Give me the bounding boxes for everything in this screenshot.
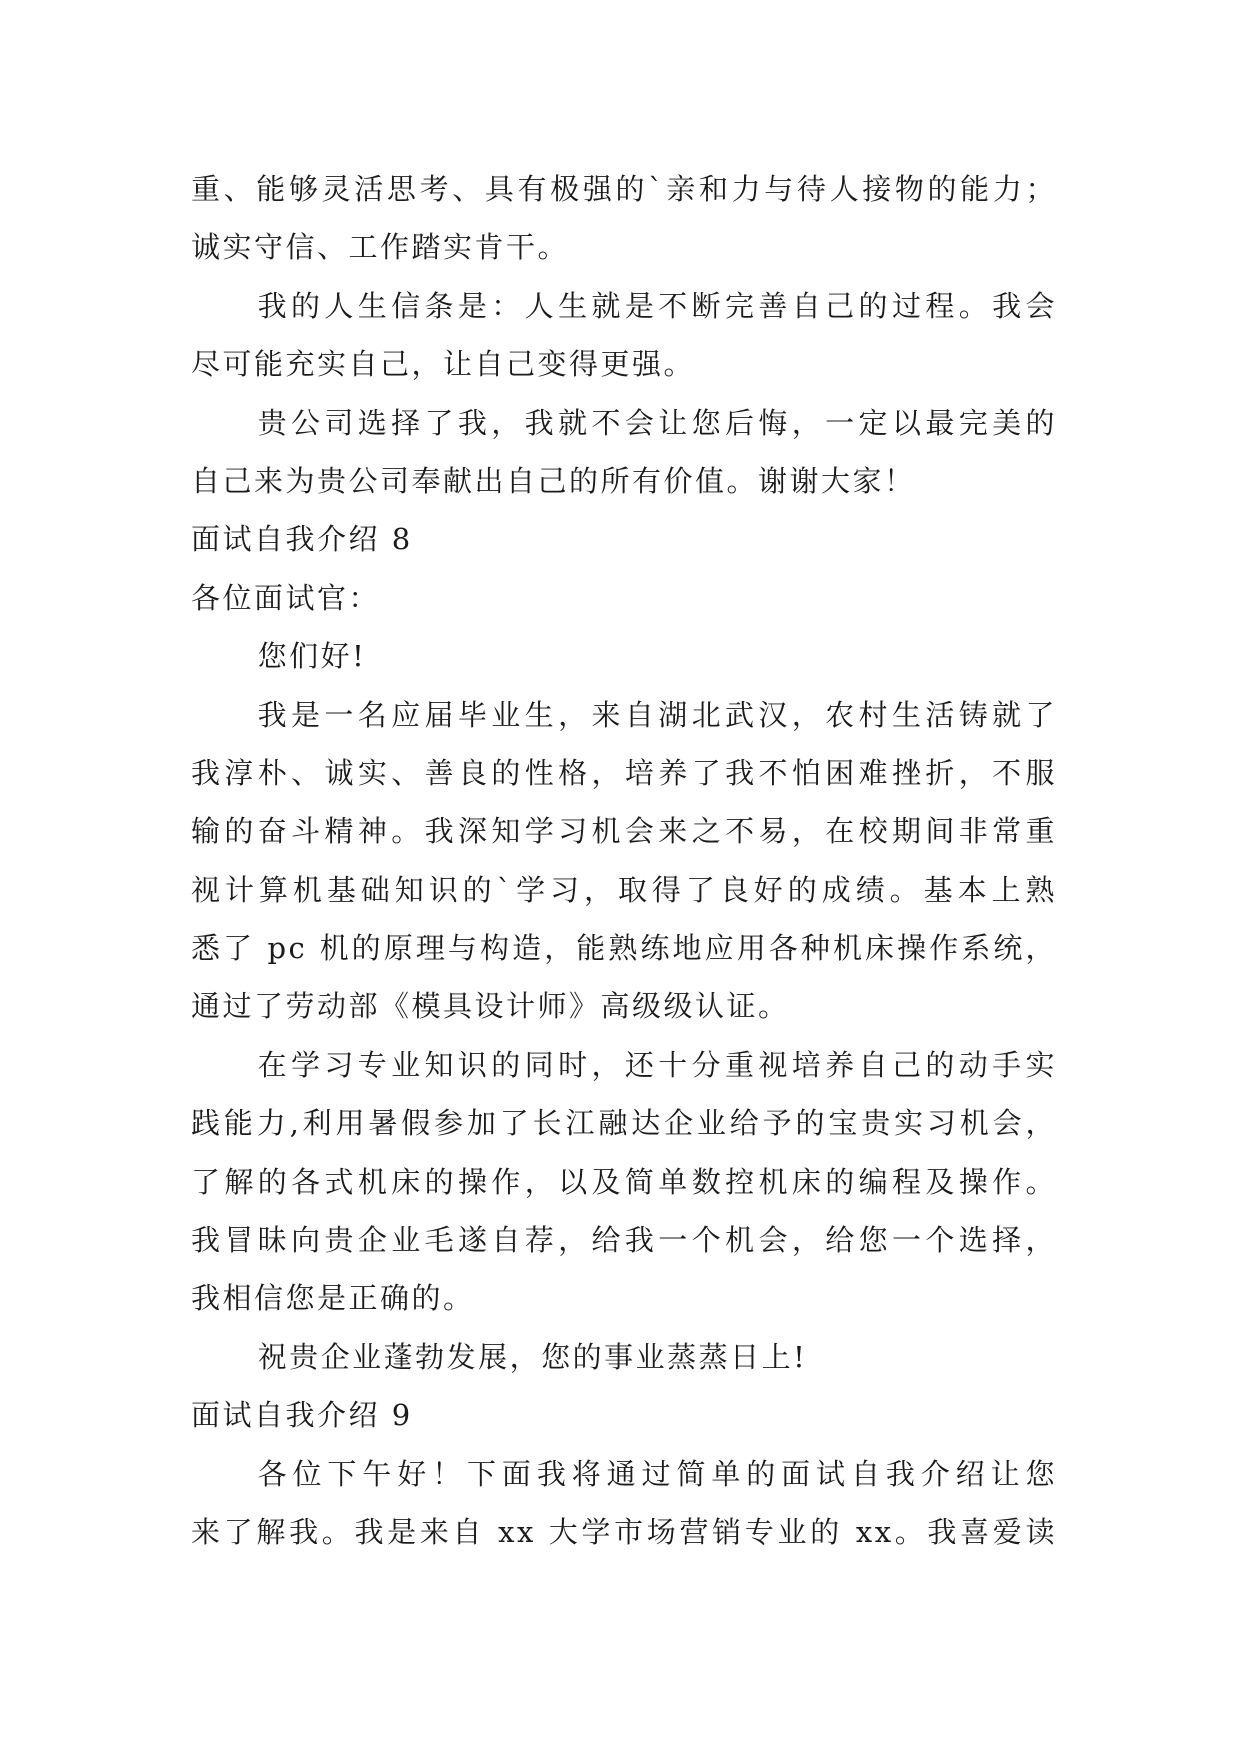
paragraph-line: 贵公司选择了我，我就不会让您后悔，一定以最完美的 [257,405,1057,440]
paragraph-line: 输的奋斗精神。我深知学习机会来之不易，在校期间非常重 [191,814,1057,849]
paragraph-line: 悉了 pc 机的原理与构造，能熟练地应用各种机床操作系统， [191,931,1057,966]
paragraph-line: 践能力,利用暑假参加了长江融达企业给予的宝贵实习机会， [191,1106,1057,1141]
paragraph-line: 视计算机基础知识的`学习，取得了良好的成绩。基本上熟 [191,872,1057,907]
paragraph-line: 诚实守信、工作踏实肯干。 [191,230,570,265]
paragraph-line: 我是一名应届毕业生，来自湖北武汉，农村生活铸就了 [257,697,1057,732]
paragraph-line: 自己来为贵公司奉献出自己的所有价值。谢谢大家！ [191,463,916,498]
paragraph-line: 各位下午好！下面我将通过简单的面试自我介绍让您 [257,1456,1057,1491]
paragraph-line: 我的人生信条是：人生就是不断完善自己的过程。我会 [257,288,1057,323]
greeting: 您们好! [257,639,367,674]
section-heading: 面试自我介绍 9 [191,1398,413,1433]
document-body [191,160,1057,1561]
paragraph-line: 我淳朴、诚实、善良的性格，培养了我不怕困难挫折，不服 [191,755,1057,790]
paragraph-line: 来了解我。我是来自 xx 大学市场营销专业的 xx。我喜爱读 [191,1514,1057,1549]
paragraph-line: 我冒昧向贵企业毛遂自荐，给我一个机会，给您一个选择， [191,1223,1057,1258]
paragraph-line: 通过了劳动部《模具设计师》高级级认证。 [191,989,790,1024]
closing-line: 祝贵企业蓬勃发展，您的事业蒸蒸日上! [257,1339,808,1374]
paragraph-line: 我相信您是正确的。 [191,1281,475,1316]
paragraph-line: 在学习专业知识的同时，还十分重视培养自己的动手实 [257,1047,1057,1082]
paragraph-line: 尽可能充实自己，让自己变得更强。 [191,347,696,382]
paragraph-line: 重、能够灵活思考、具有极强的`亲和力与待人接物的能力； [191,172,1057,206]
salutation: 各位面试官： [191,580,381,615]
section-heading: 面试自我介绍 8 [191,522,413,557]
paragraph-line: 了解的各式机床的操作，以及简单数控机床的编程及操作。 [191,1164,1057,1199]
